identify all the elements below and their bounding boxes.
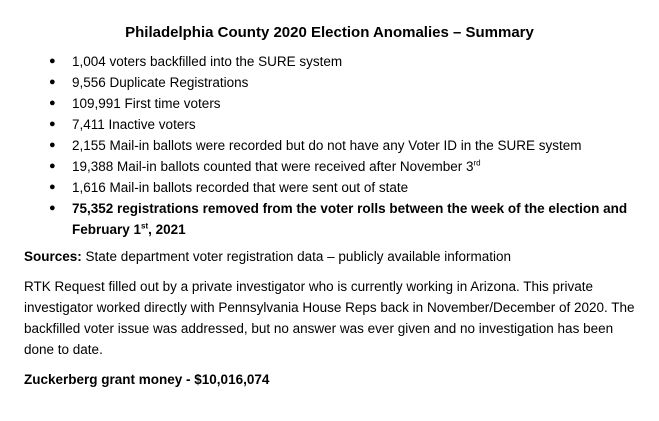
rtk-paragraph: RTK Request filled out by a private investigator who is currently working in Arizona. This private investigator worked directly with Pennsylvania House Reps back in November/December of 2020. The backfilled voter issue was addressed, but no answer was ever given and no investigation has been done to date. [24, 279, 635, 357]
sources-line [24, 246, 635, 267]
anomaly-list [24, 51, 635, 240]
sources-label: Sources: [24, 249, 82, 264]
ordinal-suffix: rd [473, 158, 481, 168]
list-item: ● 9,556 Duplicate Registrations [49, 72, 635, 93]
ordinal-suffix: st [141, 221, 149, 231]
grant-line: Zuckerberg grant money - $10,016,074 [24, 372, 270, 387]
list-item: ● 19,388 Mail-in ballots counted that were received after November 3rd [49, 156, 635, 177]
list-item: ● 2,155 Mail-in ballots were recorded but do not have any Voter ID in the SURE system [49, 135, 635, 156]
list-item-bold: ● 75,352 registrations removed from the voter rolls between the week of the election and February 1st, 2021 [49, 198, 635, 240]
list-item: ● 1,616 Mail-in ballots recorded that were sent out of state [49, 177, 635, 198]
list-item: ● 1,004 voters backfilled into the SURE system [49, 51, 635, 72]
list-item: ● 7,411 Inactive voters [49, 114, 635, 135]
list-item: ● 109,991 First time voters [49, 93, 635, 114]
sources-text: State department voter registration data – publicly available information [81, 249, 512, 264]
document-title: Philadelphia County 2020 Election Anomalies – Summary [125, 24, 534, 41]
